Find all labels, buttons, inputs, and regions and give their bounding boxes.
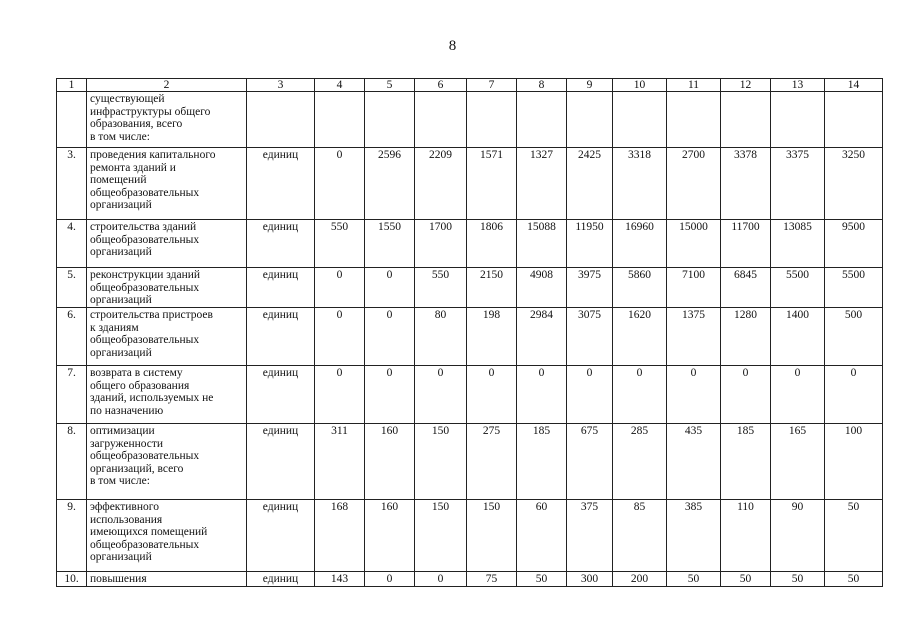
column-header-8: 8	[517, 79, 567, 92]
column-header-14: 14	[825, 79, 883, 92]
indicator-name: строительства зданий общеобразовательных организаций	[87, 220, 247, 268]
value-cell: 2596	[365, 148, 415, 220]
value-cell: 185	[517, 424, 567, 500]
column-header-6: 6	[415, 79, 467, 92]
value-cell: 0	[721, 366, 771, 424]
table-row	[57, 308, 883, 366]
value-cell: 11950	[567, 220, 613, 268]
value-cell: 0	[517, 366, 567, 424]
value-cell: 2209	[415, 148, 467, 220]
value-cell: 3250	[825, 148, 883, 220]
row-number	[57, 92, 87, 148]
row-number: 7.	[57, 366, 87, 424]
value-cell: 50	[667, 572, 721, 587]
indicator-name: проведения капитального ремонта зданий и помещений общеобразовательных организаций	[87, 148, 247, 220]
indicator-name: эффективного использования имеющихся помещений общеобразовательных организаций	[87, 500, 247, 572]
value-cell: 0	[365, 572, 415, 587]
value-cell: 0	[415, 572, 467, 587]
value-cell: 80	[415, 308, 467, 366]
row-number: 4.	[57, 220, 87, 268]
table-row	[57, 220, 883, 268]
value-cell: 500	[825, 308, 883, 366]
value-cell: 5860	[613, 268, 667, 308]
value-cell: 50	[825, 500, 883, 572]
value-cell: 2984	[517, 308, 567, 366]
value-cell: 9500	[825, 220, 883, 268]
value-cell: 3378	[721, 148, 771, 220]
value-cell: 550	[415, 268, 467, 308]
value-cell: 1400	[771, 308, 825, 366]
value-cell: 1700	[415, 220, 467, 268]
value-cell: 198	[467, 308, 517, 366]
value-cell	[567, 92, 613, 148]
value-cell: 165	[771, 424, 825, 500]
value-cell: 1571	[467, 148, 517, 220]
value-cell: 435	[667, 424, 721, 500]
indicator-name: повышения	[87, 572, 247, 587]
row-number: 5.	[57, 268, 87, 308]
indicator-name: оптимизации загруженности общеобразовательных организаций, всего в том числе:	[87, 424, 247, 500]
value-cell: 0	[315, 148, 365, 220]
value-cell: 160	[365, 424, 415, 500]
column-header-3: 3	[247, 79, 315, 92]
value-cell	[415, 92, 467, 148]
value-cell: 1620	[613, 308, 667, 366]
value-cell: 4908	[517, 268, 567, 308]
value-cell	[771, 92, 825, 148]
value-cell: 2700	[667, 148, 721, 220]
value-cell: 0	[365, 308, 415, 366]
value-cell: 0	[825, 366, 883, 424]
column-header-1: 1	[57, 79, 87, 92]
value-cell: 0	[365, 366, 415, 424]
value-cell: 50	[721, 572, 771, 587]
value-cell: 185	[721, 424, 771, 500]
value-cell: 375	[567, 500, 613, 572]
value-cell: 160	[365, 500, 415, 572]
value-cell: 1806	[467, 220, 517, 268]
row-number: 3.	[57, 148, 87, 220]
column-header-10: 10	[613, 79, 667, 92]
table-row	[57, 92, 883, 148]
page-number: 8	[448, 38, 457, 54]
indicator-name: строительства пристроев к зданиям общеобразовательных организаций	[87, 308, 247, 366]
value-cell	[721, 92, 771, 148]
value-cell: 50	[517, 572, 567, 587]
value-cell	[517, 92, 567, 148]
indicator-name: существующей инфраструктуры общего образования, всего в том числе:	[87, 92, 247, 148]
value-cell: 0	[315, 268, 365, 308]
value-cell: 5500	[825, 268, 883, 308]
value-cell: 11700	[721, 220, 771, 268]
value-cell	[613, 92, 667, 148]
unit-cell: единиц	[247, 308, 315, 366]
unit-cell: единиц	[247, 366, 315, 424]
value-cell: 2425	[567, 148, 613, 220]
value-cell: 13085	[771, 220, 825, 268]
value-cell: 2150	[467, 268, 517, 308]
value-cell: 15000	[667, 220, 721, 268]
row-number: 6.	[57, 308, 87, 366]
value-cell: 285	[613, 424, 667, 500]
value-cell: 1327	[517, 148, 567, 220]
value-cell	[315, 92, 365, 148]
value-cell: 3075	[567, 308, 613, 366]
column-header-4: 4	[315, 79, 365, 92]
value-cell	[825, 92, 883, 148]
value-cell: 7100	[667, 268, 721, 308]
table-row	[57, 366, 883, 424]
value-cell: 150	[467, 500, 517, 572]
value-cell: 100	[825, 424, 883, 500]
value-cell: 168	[315, 500, 365, 572]
value-cell: 85	[613, 500, 667, 572]
value-cell: 110	[721, 500, 771, 572]
value-cell: 60	[517, 500, 567, 572]
column-header-9: 9	[567, 79, 613, 92]
unit-cell: единиц	[247, 500, 315, 572]
indicator-name: реконструкции зданий общеобразовательных организаций	[87, 268, 247, 308]
value-cell: 1550	[365, 220, 415, 268]
row-number: 10.	[57, 572, 87, 587]
value-cell: 275	[467, 424, 517, 500]
value-cell: 16960	[613, 220, 667, 268]
value-cell: 90	[771, 500, 825, 572]
column-header-7: 7	[467, 79, 517, 92]
value-cell: 1280	[721, 308, 771, 366]
column-header-12: 12	[721, 79, 771, 92]
value-cell: 0	[315, 366, 365, 424]
indicators-table	[56, 78, 883, 587]
value-cell: 3375	[771, 148, 825, 220]
value-cell: 6845	[721, 268, 771, 308]
table-row	[57, 268, 883, 308]
value-cell: 0	[415, 366, 467, 424]
unit-cell	[247, 92, 315, 148]
row-number: 8.	[57, 424, 87, 500]
unit-cell: единиц	[247, 424, 315, 500]
value-cell	[467, 92, 517, 148]
value-cell: 5500	[771, 268, 825, 308]
value-cell: 75	[467, 572, 517, 587]
value-cell: 150	[415, 424, 467, 500]
value-cell: 1375	[667, 308, 721, 366]
value-cell: 311	[315, 424, 365, 500]
column-header-5: 5	[365, 79, 415, 92]
value-cell: 300	[567, 572, 613, 587]
value-cell: 0	[667, 366, 721, 424]
unit-cell: единиц	[247, 148, 315, 220]
column-header-2: 2	[87, 79, 247, 92]
table-row	[57, 148, 883, 220]
indicator-name: возврата в систему общего образования зданий, используемых не по назначению	[87, 366, 247, 424]
value-cell	[667, 92, 721, 148]
value-cell: 0	[467, 366, 517, 424]
table-header-row	[57, 79, 883, 92]
table-row	[57, 424, 883, 500]
value-cell: 0	[365, 268, 415, 308]
unit-cell: единиц	[247, 268, 315, 308]
value-cell: 675	[567, 424, 613, 500]
value-cell: 143	[315, 572, 365, 587]
value-cell: 0	[567, 366, 613, 424]
value-cell: 3975	[567, 268, 613, 308]
value-cell: 0	[315, 308, 365, 366]
column-header-11: 11	[667, 79, 721, 92]
unit-cell: единиц	[247, 572, 315, 587]
value-cell: 150	[415, 500, 467, 572]
value-cell: 0	[771, 366, 825, 424]
table-row	[57, 572, 883, 587]
value-cell: 550	[315, 220, 365, 268]
value-cell: 385	[667, 500, 721, 572]
value-cell: 50	[825, 572, 883, 587]
value-cell: 3318	[613, 148, 667, 220]
value-cell: 15088	[517, 220, 567, 268]
value-cell: 50	[771, 572, 825, 587]
unit-cell: единиц	[247, 220, 315, 268]
value-cell	[365, 92, 415, 148]
value-cell: 0	[613, 366, 667, 424]
table-row	[57, 500, 883, 572]
row-number: 9.	[57, 500, 87, 572]
column-header-13: 13	[771, 79, 825, 92]
value-cell: 200	[613, 572, 667, 587]
